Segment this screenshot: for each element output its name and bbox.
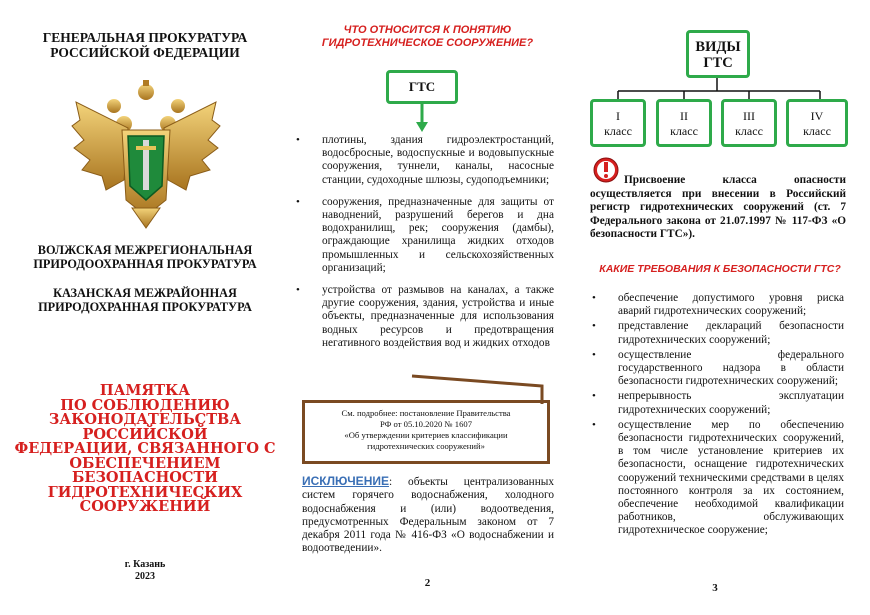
exception-label: ИСКЛЮЧЕНИЕ <box>302 474 389 488</box>
prosecutor-emblem-icon <box>66 80 226 230</box>
sub-org-kazanskaya <box>10 286 280 314</box>
class-box-2 <box>656 99 712 147</box>
memo-title-line: ЗАКОНОДАТЕЛЬСТВА РОССИЙСКОЙ <box>48 411 242 443</box>
class-label: класс <box>735 124 763 138</box>
memo-title-line: ПАМЯТКА <box>99 382 191 399</box>
exception-text: : объекты централизованных систем горячего водоснабжения, холодного водоснабжения и (или) водоотведения, предусмотренных Федеральным законом от 7 декабря 2011 года № 416-ФЗ «О водоснабжении и водоотведении». <box>302 476 554 555</box>
city: г. Казань <box>124 559 166 570</box>
note-line: гидротехнических сооружений» <box>367 441 485 451</box>
note-line: РФ от 05.10.2020 № 1607 <box>379 419 472 429</box>
year: 2023 <box>135 571 155 582</box>
types-column <box>580 0 870 615</box>
requirements-question: КАКИЕ ТРЕБОВАНИЯ К БЕЗОПАСНОСТИ ГТС? <box>599 263 841 275</box>
assignment-text: Присвоение класса опасности осуществляется при внесении в Российский регистр гидротехнических сооружений (ст. 7 Федерального закона от 21.07.1997 № 117-ФЗ «О безопасности ГТС»). <box>590 174 846 240</box>
list-item: • осуществление мер по обеспечению безопасности гидротехнических сооружений, в том числе установление критериев их безопасности, оснащение гидротехнических сооружений техническими средствами в целях постоянного контроля за их состоянием, обеспечение необходимой квалификации работников, обслуживающих гидротехническое сооружение; <box>588 419 844 538</box>
question-line: ГИДРОТЕХНИЧЕСКОЕ СООРУЖЕНИЕ? <box>321 37 534 49</box>
gts-label: ГТС <box>408 79 436 94</box>
definition-column <box>290 0 580 615</box>
class-number: IV <box>810 109 824 123</box>
memo-title <box>6 384 284 515</box>
list-item: • плотины, здания гидроэлектростанций, водосбросные, водоспускные и водовыпускные сооружения, туннели, каналы, насосные станции, судоходные шлюзы, судоподъемники; <box>292 134 554 187</box>
list-item: • представление деклараций безопасности гидротехнических сооружений; <box>588 320 844 346</box>
org-title-line: ГЕНЕРАЛЬНАЯ ПРОКУРАТУРА <box>42 30 248 45</box>
list-item: • устройства от размывов на каналах, а также другие сооружения, здания, устройства и иные объекты, предназначенные для использования водных ресурсов и предотвращения негативного воздействия вод и жидких отходов <box>292 284 554 350</box>
sub-org-volzhskaya <box>10 243 280 271</box>
footer-city-year <box>10 559 280 583</box>
class-number: III <box>743 109 755 123</box>
class-label: класс <box>670 124 698 138</box>
types-title-box <box>686 30 750 78</box>
arrow-down-icon <box>414 104 430 134</box>
page-number: 3 <box>712 582 718 594</box>
memo-title-line: ОБЕСПЕЧЕНИЕМ БЕЗОПАСНОСТИ <box>69 454 221 486</box>
class-box-4 <box>786 99 848 147</box>
class-label: класс <box>604 124 632 138</box>
list-item: • непрерывность эксплуатации гидротехнических сооружений; <box>588 390 844 416</box>
cover-column <box>0 0 290 615</box>
class-box-3 <box>721 99 777 147</box>
exception-paragraph <box>302 475 554 556</box>
types-title-line: ГТС <box>703 55 733 71</box>
class-label: класс <box>803 124 831 138</box>
class-number: II <box>680 109 688 123</box>
gts-list <box>292 134 554 350</box>
org-title <box>10 30 280 60</box>
sub-org-line: ПРИРОДООХРАННАЯ ПРОКУРАТУРА <box>33 257 257 271</box>
sub-org-line: КАЗАНСКАЯ МЕЖРАЙОННАЯ <box>53 286 237 300</box>
requirements-list <box>588 292 844 538</box>
gts-box <box>386 70 458 104</box>
list-item: • сооружения, предназначенные для защиты от наводнений, разрушений берегов и дна водохранилищ, рек; сооружения (дамбы), ограждающие хранилища жидких отходов промышленных и сельскохозяйственных организаций; <box>292 196 554 275</box>
memo-title-line: ГИДРОТЕХНИЧЕСКИХ СООРУЖЕНИЙ <box>47 483 243 515</box>
list-item: • осуществление федерального государственного надзора в области безопасности гидротехнических сооружений; <box>588 349 844 389</box>
org-title-line: РОССИЙСКОЙ ФЕДЕРАЦИИ <box>50 45 240 60</box>
types-title-line: ВИДЫ <box>695 39 741 55</box>
sub-org-line: ПРИРОДОХРАННАЯ ПРОКУРАТУРА <box>38 300 252 314</box>
memo-title-line: ПО СОБЛЮДЕНИЮ <box>60 396 230 414</box>
sub-org-line: ВОЛЖСКАЯ МЕЖРЕГИОНАЛЬНАЯ <box>37 243 253 257</box>
memo-title-line: ФЕДЕРАЦИИ, СВЯЗАННОГО С <box>14 440 276 457</box>
note-line: «Об утверждении критериев классификации <box>344 430 508 440</box>
class-number: I <box>616 109 620 123</box>
resolution-note <box>302 400 550 464</box>
page-number: 2 <box>424 577 431 589</box>
note-line: См. подробнее: постановление Правительства <box>341 408 511 418</box>
class-box-1 <box>590 99 646 147</box>
list-item: • обеспечение допустимого уровня риска аварий гидротехнических сооружений; <box>588 292 844 318</box>
definition-question <box>290 24 565 50</box>
question-line: ЧТО ОТНОСИТСЯ К ПОНЯТИЮ <box>343 24 512 36</box>
